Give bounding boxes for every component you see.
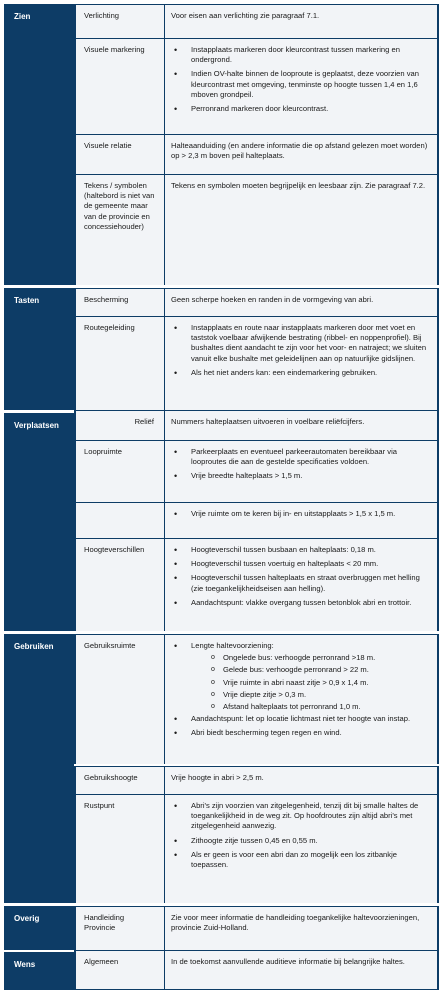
row-text: Nummers halteplaatsen uitvoeren in voelbare reliëfcijfers. <box>171 417 365 426</box>
category-tasten <box>4 288 74 410</box>
row-handleiding-provincie <box>74 906 439 950</box>
row-label: Bescherming <box>84 295 129 304</box>
sub-list-item: o Afstand halteplaats tot perronrand 1,0 m. <box>191 702 429 712</box>
row-loopruimte <box>74 440 439 502</box>
row-label: Loopruimte <box>84 447 122 456</box>
row-text: Tekens en symbolen moeten begrijpelijk en leesbaar zijn. Zie paragraaf 7.2. <box>171 181 426 190</box>
row-visuele-relatie <box>74 134 439 174</box>
list-item: • Als er geen is voor een abri dan zo mogelijk een los zitbankje toepassen. <box>171 850 429 870</box>
row-text: Voor eisen aan verlichting zie paragraaf 7.1. <box>171 11 320 20</box>
row-text: Vrije hoogte in abri > 2,5 m. <box>171 773 264 782</box>
list-item: • Zithoogte zitje tussen 0,45 en 0,55 m. <box>171 836 429 846</box>
row-label: Algemeen <box>84 957 119 966</box>
sub-list-item: o Vrije diepte zitje > 0,3 m. <box>191 690 429 700</box>
row-label: Verlichting <box>84 11 120 20</box>
category-zien <box>4 4 74 285</box>
sub-list-item: o Ongelede bus: verhoogde perronrand >18 m. <box>191 653 429 663</box>
row-tekens-symbolen <box>74 174 439 285</box>
list-item: • Als het niet anders kan: een eindemarkering gebruiken. <box>171 368 429 378</box>
row-verlichting <box>74 4 439 38</box>
list-item: • Instapplaats markeren door kleurcontrast tussen markering en ondergrond. <box>171 45 429 65</box>
list-item: • Vrije ruimte om te keren bij in- en uitstapplaats > 1,5 x 1,5 m. <box>171 509 429 519</box>
category-gebruiken <box>4 634 74 903</box>
row-label: Hoogteverschillen <box>84 545 145 554</box>
category-label: Tasten <box>14 296 40 305</box>
row-algemeen <box>74 950 439 990</box>
list-item: • Parkeerplaats en eventueel parkeerautomaten bereikbaar via looproutes die aan de gestelde specificaties voldoen. <box>171 447 429 467</box>
category-verplaatsen <box>4 413 74 631</box>
row-visuele-markering <box>74 38 439 134</box>
list-item: • Abri's zijn voorzien van zitgelegenheid, tenzij dit bij smalle haltes de toegankelijkheid in de weg zit. Op hoofdroutes zijn altijd abri's met zitgelegenheid aanwezig. <box>171 801 429 832</box>
list-item <box>171 641 429 712</box>
list-item: • Hoogteverschil tussen busbaan en halteplaats: 0,18 m. <box>171 545 429 555</box>
row-label: Reliëf <box>134 417 154 426</box>
list-item: • Hoogteverschil tussen halteplaats en straat overbruggen met helling (zie toegankelijkheidseisen aan helling). <box>171 573 429 593</box>
row-rustpunt <box>74 794 439 903</box>
list-item: • Aandachtspunt: let op locatie lichtmast niet ter hoogte van instap. <box>171 714 429 724</box>
sub-list-item: o Gelede bus: verhoogde perronrand > 22 m. <box>191 665 429 675</box>
row-label: Tekens / symbolen (haltebord is niet van de gemeente maar van de provincie en concessiehouder) <box>84 181 155 231</box>
row-label: Rustpunt <box>84 801 115 810</box>
category-label: Verplaatsen <box>14 421 59 430</box>
list-item: • Hoogteverschil tussen voertuig en halteplaats < 20 mm. <box>171 559 429 569</box>
list-item: • Instapplaats en route naar instapplaats markeren door met voet en taststok voelbaar afwijkende bestrating (ribbel- en noppenprofiel). Bij bushaltes dient aandacht te zijn voor het voor- en natraject; we sluiten vanuit elke bushalte met geleidelijnen aan op natuurlijke gidslijnen. <box>171 323 429 364</box>
category-label: Gebruiken <box>14 642 54 651</box>
row-text: Geen scherpe hoeken en randen in de vormgeving van abri. <box>171 295 374 304</box>
row-gebruiksruimte <box>74 634 439 764</box>
category-label: Overig <box>14 914 40 923</box>
row-label: Visuele relatie <box>84 141 132 150</box>
category-label: Zien <box>14 12 31 21</box>
row-bescherming <box>74 288 439 316</box>
category-label: Wens <box>14 960 36 969</box>
row-keerruimte <box>74 502 439 538</box>
sub-list-item: o Vrije ruimte in abri naast zitje > 0,9 x 1,4 m. <box>191 678 429 688</box>
row-label: Visuele markering <box>84 45 145 54</box>
list-item: • Vrije breedte halteplaats > 1,5 m. <box>171 471 429 481</box>
list-item: • Aandachtspunt: vlakke overgang tussen betonblok abri en trottoir. <box>171 598 429 608</box>
row-hoogteverschillen <box>74 538 439 631</box>
list-item: • Perronrand markeren door kleurcontrast. <box>171 104 429 114</box>
list-item: • Abri biedt bescherming tegen regen en wind. <box>171 728 429 738</box>
list-item-lead: Lengte haltevoorziening: <box>191 641 274 650</box>
category-wens <box>4 952 74 990</box>
row-text: In de toekomst aanvullende auditieve informatie bij belangrijke haltes. <box>171 957 405 966</box>
row-label: Handleiding Provincie <box>84 913 125 933</box>
row-text: Halteaanduiding (en andere informatie die op afstand gelezen moet worden) op > 2,3 m boven peil halteplaats. <box>171 141 428 161</box>
category-overig <box>4 906 74 950</box>
row-text: Zie voor meer informatie de handleiding toegankelijke haltevoorzieningen, provincie Zuid-Holland. <box>171 913 420 933</box>
row-routegeleiding <box>74 316 439 410</box>
row-gebruikshoogte <box>74 766 439 794</box>
list-item: • Indien OV-halte binnen de looproute is geplaatst, deze voorzien van kleurcontrast met omgeving, tenminste op hoogte tussen 1,4 en 1,6 mboven grondpeil. <box>171 69 429 100</box>
row-relief <box>74 410 439 440</box>
row-label: Routegeleiding <box>84 323 135 332</box>
row-label: Gebruikshoogte <box>84 773 138 782</box>
row-label: Gebruiksruimte <box>84 641 136 650</box>
